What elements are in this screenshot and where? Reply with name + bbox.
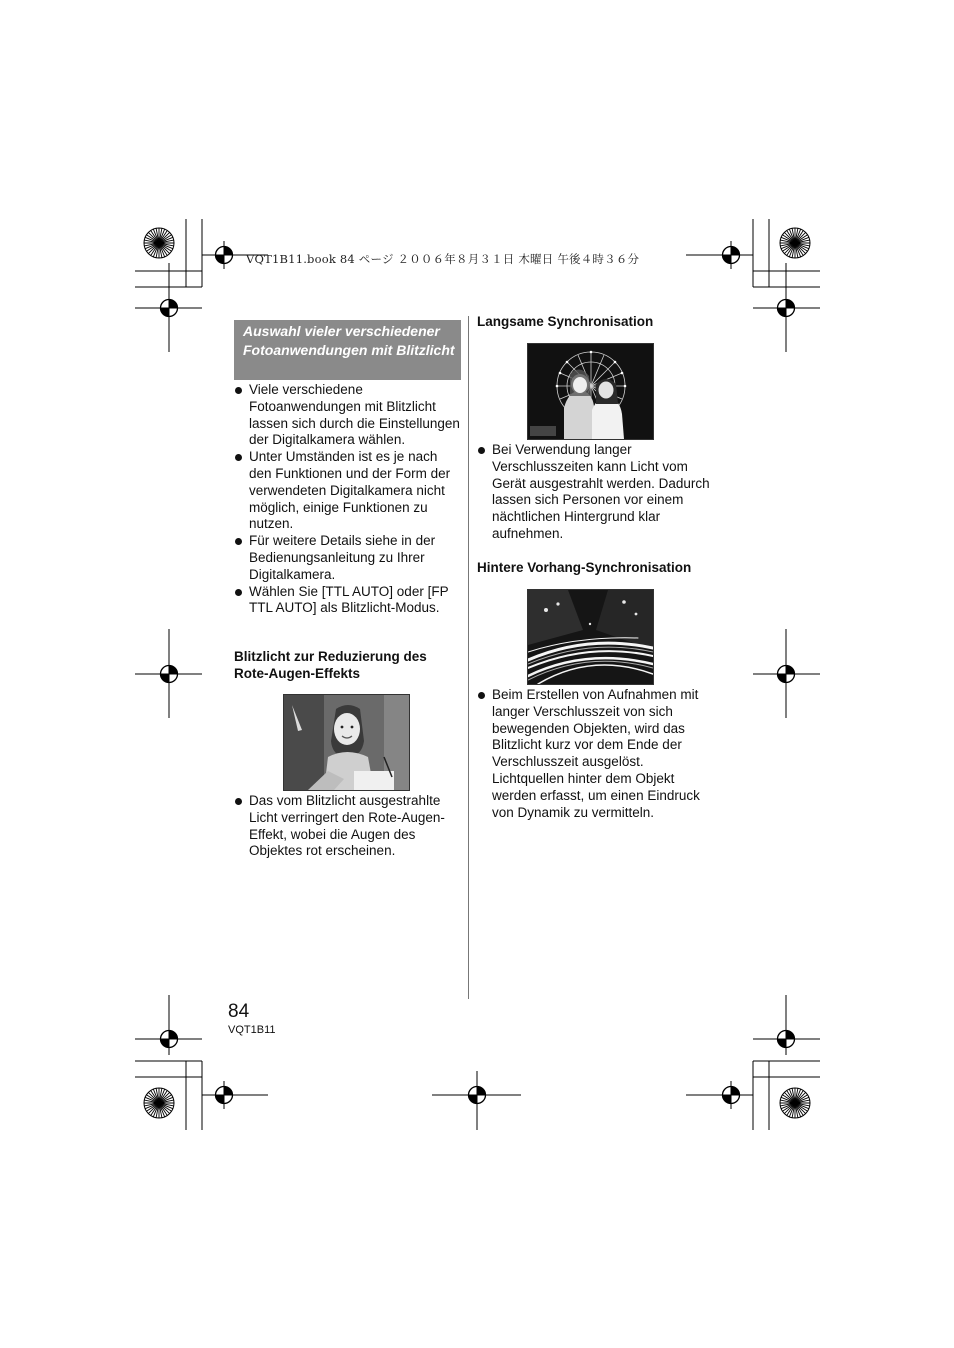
printer-header: VQT1B11.book 84 ページ ２００６年８月３１日 木曜日 午後４時３６分 [246, 252, 640, 266]
slow-sync-heading: Langsame Synchronisation [477, 314, 654, 329]
list-item: Wählen Sie [TTL AUTO] oder [FP TTL AUTO] als Blitzlicht-Modus. [234, 584, 462, 618]
column-divider [468, 316, 469, 999]
page-number: 84 [228, 1001, 250, 1022]
list-item: Viele verschiedene Fotoanwendungen mit Blitzlicht lassen sich durch die Einstellungen der Digitalkamera wählen. [234, 382, 462, 449]
red-eye-bullet-list [234, 793, 462, 860]
list-item: Das vom Blitzlicht ausgestrahlte Licht verringert den Rote-Augen-Effekt, wobei die Augen des Objektes rot erscheinen. [234, 793, 462, 860]
girl-photo [283, 694, 410, 791]
night-portrait-photo [527, 343, 654, 440]
light-trails-photo [527, 589, 654, 685]
section-title: Auswahl vieler verschiedener Fotoanwendungen mit Blitzlicht [243, 323, 455, 358]
list-item: Bei Verwendung langer Verschlusszeiten kann Licht vom Gerät ausgestrahlt werden. Dadurch lassen sich Personen vor einem nächtlichen Hintergrund klar aufnehmen. [477, 442, 717, 543]
document-code: VQT1B11 [228, 1024, 276, 1036]
list-item: Für weitere Details siehe in der Bedienungsanleitung zu Ihrer Digitalkamera. [234, 533, 462, 583]
list-item: Beim Erstellen von Aufnahmen mit langer Verschlusszeit von sich bewegenden Objekten, wird das Blitzlicht kurz vor dem Ende der Verschlusszeit ausgelöst. Lichtquellen hinter dem Objekt werden erfasst, um einen Eindruck von Dynamik zu vermitteln. [477, 687, 717, 821]
red-eye-heading: Blitzlicht zur Reduzierung des Rote-Augen-Effekts [234, 649, 427, 681]
rear-curtain-heading: Hintere Vorhang-Synchronisation [477, 560, 692, 575]
list-item: Unter Umständen ist es je nach den Funktionen und der Form der verwendeten Digitalkamera nicht möglich, einige Funktionen zu nutzen. [234, 449, 462, 533]
slow-sync-bullet-list [477, 442, 717, 543]
rear-curtain-bullet-list [477, 687, 717, 821]
intro-bullet-list [234, 382, 462, 617]
